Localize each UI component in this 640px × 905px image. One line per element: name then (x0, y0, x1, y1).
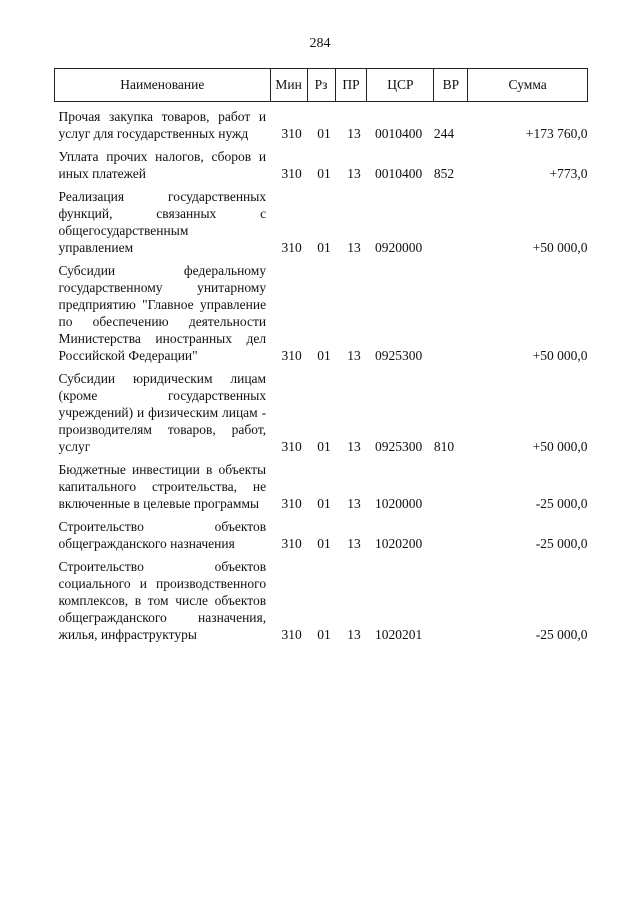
table-header (55, 69, 588, 102)
table-row (55, 512, 588, 552)
row-rz: 01 (317, 627, 331, 642)
row-vr: 852 (433, 166, 455, 181)
row-csr: 0010400 (374, 166, 423, 181)
table-row (55, 182, 588, 256)
row-vr (434, 256, 468, 364)
row-name: Строительство объектов общегражданского назначения (58, 519, 267, 551)
row-min: 310 (281, 126, 302, 141)
row-vr (434, 512, 468, 552)
row-min: 310 (281, 240, 302, 255)
row-csr: 0925300 (374, 439, 423, 454)
row-csr: 0925300 (374, 348, 423, 363)
row-csr: 1020200 (374, 536, 423, 551)
table-row (55, 102, 588, 143)
row-min: 310 (281, 496, 302, 511)
row-min: 310 (281, 348, 302, 363)
row-rz: 01 (317, 240, 331, 255)
header-rz: Рз (307, 69, 335, 102)
row-pr: 13 (347, 348, 361, 363)
row-sum: +50 000,0 (532, 240, 588, 255)
row-name: Субсидии юридическим лицам (кроме государственных учреждений) и физическим лицам - производителям товаров, работ, услуг (58, 371, 267, 454)
table-row (55, 364, 588, 455)
row-pr: 13 (347, 536, 361, 551)
row-min: 310 (281, 439, 302, 454)
table-row (55, 552, 588, 643)
table-row (55, 455, 588, 512)
row-csr: 0920000 (374, 240, 423, 255)
row-pr: 13 (347, 166, 361, 181)
row-name: Прочая закупка товаров, работ и услуг для государственных нужд (58, 109, 267, 141)
row-csr: 0010400 (374, 126, 423, 141)
budget-table (54, 68, 588, 643)
row-sum: +773,0 (549, 166, 588, 181)
row-pr: 13 (347, 439, 361, 454)
row-name: Субсидии федеральному государственному унитарному предприятию "Главное управление по обеспечению деятельности Министерства иностранных дел Российской Федерации" (58, 263, 267, 363)
row-rz: 01 (317, 348, 331, 363)
header-min: Мин (270, 69, 307, 102)
header-pr: ПР (335, 69, 367, 102)
table-body (55, 102, 588, 644)
row-rz: 01 (317, 496, 331, 511)
row-csr: 1020000 (374, 496, 423, 511)
row-vr: 810 (433, 439, 455, 454)
row-rz: 01 (317, 439, 331, 454)
row-pr: 13 (347, 126, 361, 141)
row-min: 310 (281, 536, 302, 551)
row-name: Уплата прочих налогов, сборов и иных платежей (58, 149, 267, 181)
page-number: 284 (309, 36, 331, 51)
row-rz: 01 (317, 126, 331, 141)
row-min: 310 (281, 166, 302, 181)
row-csr: 1020201 (374, 627, 423, 642)
table-row (55, 142, 588, 182)
row-pr: 13 (347, 627, 361, 642)
row-name: Строительство объектов социального и производственного комплексов, в том числе объектов общегражданского назначения, жилья, инфраструктуры (58, 559, 267, 642)
row-sum: +173 760,0 (525, 126, 588, 141)
row-sum: -25 000,0 (535, 536, 588, 551)
row-name: Реализация государственных функций, связанных с общегосударственным управлением (58, 189, 267, 255)
header-csr: ЦСР (367, 69, 434, 102)
row-rz: 01 (317, 166, 331, 181)
table-row (55, 256, 588, 364)
row-sum: -25 000,0 (535, 627, 588, 642)
row-rz: 01 (317, 536, 331, 551)
header-sum: Сумма (468, 69, 588, 102)
row-sum: +50 000,0 (532, 439, 588, 454)
row-vr (434, 552, 468, 643)
header-name: Наименование (55, 69, 271, 102)
row-vr (434, 455, 468, 512)
row-vr: 244 (433, 126, 455, 141)
row-sum: -25 000,0 (535, 496, 588, 511)
header-vr: ВР (434, 69, 468, 102)
row-vr (434, 182, 468, 256)
row-name: Бюджетные инвестиции в объекты капитального строительства, не включенные в целевые программы (58, 462, 267, 511)
row-sum: +50 000,0 (532, 348, 588, 363)
row-pr: 13 (347, 496, 361, 511)
row-pr: 13 (347, 240, 361, 255)
row-min: 310 (281, 627, 302, 642)
